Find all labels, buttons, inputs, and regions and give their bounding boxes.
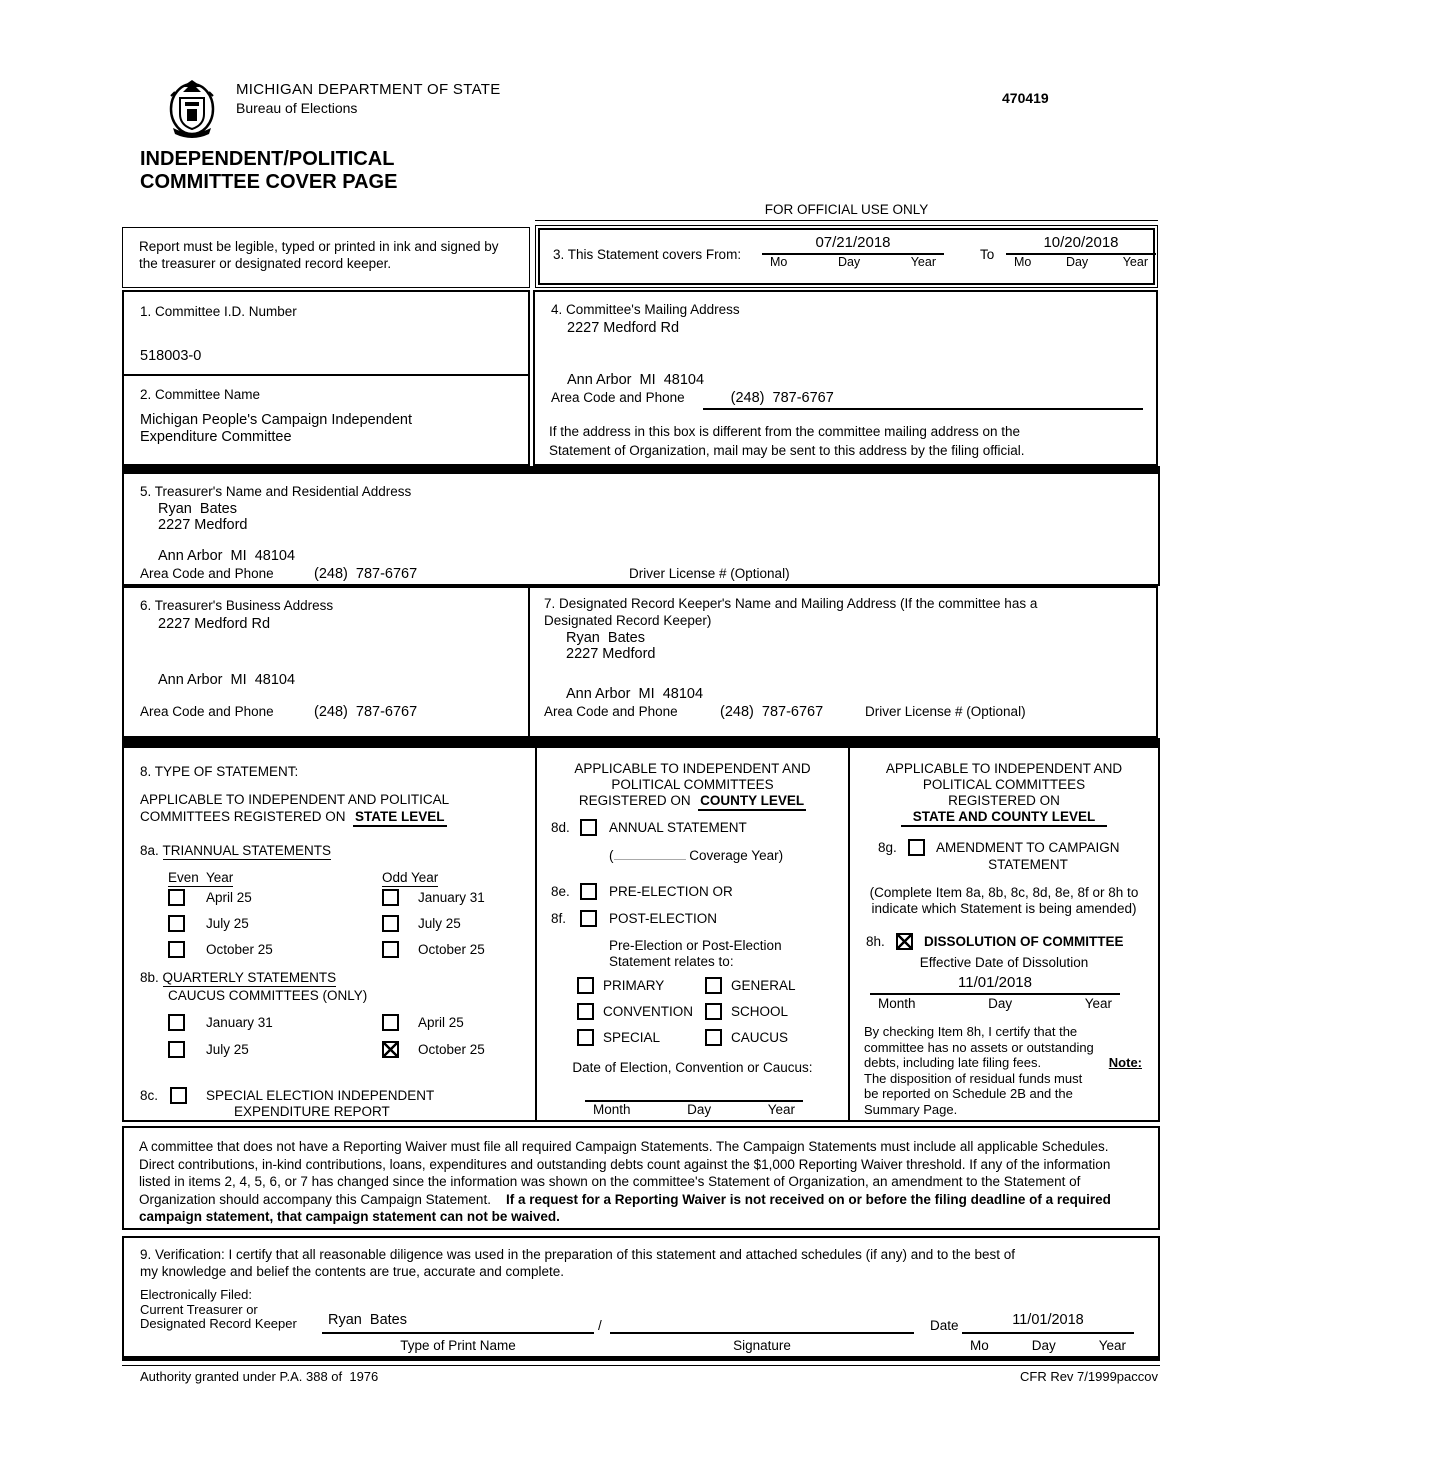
checkbox-caucus[interactable] [705,1029,722,1046]
record-keeper-phone-label: Area Code and Phone [544,704,678,719]
committee-id-label: 1. Committee I.D. Number [140,304,297,319]
label-8a-odd-january31: January 31 [418,890,485,905]
treasurer-residential-box [122,472,1160,586]
label-8d-annual-statement: ANNUAL STATEMENT [609,820,747,835]
print-name-caption: Type of Print Name [400,1338,516,1353]
checkbox-8a-even-october25[interactable] [168,941,185,958]
checkbox-school[interactable] [705,1003,722,1020]
checkbox-8h-dissolution[interactable] [896,933,913,950]
michigan-seal-icon [167,76,217,138]
record-keeper-label-line1: 7. Designated Record Keeper's Name and Mailing Address (If the committee has a [544,596,1038,611]
treasurer-business-city[interactable]: Ann Arbor MI 48104 [158,672,296,688]
checkbox-8a-odd-july25[interactable] [382,915,399,932]
checkbox-convention[interactable] [577,1003,594,1020]
checkbox-8e-pre-election[interactable] [580,883,597,900]
committee-id-value[interactable]: 518003-0 [140,348,202,364]
mailing-phone-value[interactable]: (248) 787-6767 [703,390,1143,410]
document-number: 470419 [1002,90,1049,106]
type-of-statement-section [122,746,1160,1122]
label-8b-january31: January 31 [206,1015,273,1030]
record-keeper-name[interactable]: Ryan Bates [566,630,645,646]
statement-period-box [535,225,1158,288]
footer-authority: Authority granted under P.A. 388 of 1976 [140,1369,379,1384]
type-of-statement-heading: 8. TYPE OF STATEMENT: [140,764,299,779]
checkbox-8a-even-april25[interactable] [168,889,185,906]
checkbox-special[interactable] [577,1029,594,1046]
treasurer-business-phone-value[interactable]: (248) 787-6767 [314,704,418,720]
statement-to-date: 10/20/2018 [1006,234,1156,255]
label-8a-even-april25: April 25 [206,890,252,905]
statement-from-date-field[interactable] [762,234,944,269]
checkbox-8b-july25[interactable] [168,1041,185,1058]
label-8c-line2: EXPENDITURE REPORT [234,1104,390,1119]
checkbox-8a-odd-january31[interactable] [382,889,399,906]
label-8a-even-october25: October 25 [206,942,273,957]
state-level-column [124,748,537,1120]
official-use-label: FOR OFFICIAL USE ONLY [764,202,929,217]
amendment-num: 8g. [878,840,897,855]
footer-divider [122,1365,1160,1366]
signature-field[interactable] [610,1312,914,1334]
section-separator-2 [122,738,1160,746]
odd-year-heading: Odd Year [382,870,439,885]
treasurer-phone-label: Area Code and Phone [140,566,274,581]
mailing-address-box [533,290,1158,466]
triannual-heading: 8a. TRIANNUAL STATEMENTS [140,843,332,858]
bureau-name: Bureau of Elections [236,100,358,116]
dissolution-date-label: Effective Date of Dissolution [919,955,1089,970]
even-year-heading: Even Year [168,870,234,885]
county-level-emphasis: COUNTY LEVEL [698,793,806,811]
state-county-emphasis: STATE AND COUNTY LEVEL [901,809,1108,827]
legibility-note-box [122,227,530,288]
verification-text: 9. Verification: I certify that all reasonable diligence was used in the preparation of this statement and attached schedules (if any) and to the best of my knowledge and belief the contents are true, accurate and complete. [140,1247,1016,1279]
agency-name: MICHIGAN DEPARTMENT OF STATE [236,81,501,98]
committee-name-label: 2. Committee Name [140,387,261,402]
mailing-city[interactable]: Ann Arbor MI 48104 [567,372,705,388]
committee-name-value[interactable]: Michigan People's Campaign Independent Expenditure Committee [140,412,413,445]
label-convention: CONVENTION [603,1004,694,1019]
dissolution-date-units: Month Day Year [878,996,1112,1011]
footer-revision: CFR Rev 7/1999paccov [1019,1369,1158,1384]
treasurer-residential-label: 5. Treasurer's Name and Residential Address [140,484,412,499]
post-num: 8f. [551,911,567,926]
dissolution-num: 8h. [866,934,885,949]
quarterly-subheading: CAUCUS COMMITTEES (ONLY) [168,988,368,1003]
checkbox-8b-april25[interactable] [382,1014,399,1031]
election-date-field[interactable] [585,1078,803,1102]
checkbox-8b-october25[interactable] [382,1041,399,1058]
record-keeper-street[interactable]: 2227 Medford [566,646,656,662]
verification-box [122,1236,1160,1358]
label-special: SPECIAL [603,1030,661,1045]
statement-from-units: Mo Day Year [770,255,936,269]
quarterly-heading: 8b. QUARTERLY STATEMENTS [140,970,337,985]
statement-to-units: Mo Day Year [1014,255,1148,269]
state-county-heading: APPLICABLE TO INDEPENDENT AND POLITICAL COMMITTEES REGISTERED ON STATE AND COUNTY LEVEL [850,761,1158,825]
print-name-field[interactable] [322,1312,594,1334]
checkbox-8a-even-july25[interactable] [168,915,185,932]
signed-name: Ryan Bates [328,1312,407,1328]
label-general: GENERAL [731,978,796,993]
treasurer-business-street[interactable]: 2227 Medford Rd [158,616,271,632]
page-title-line1: INDEPENDENT/POLITICAL [140,148,395,170]
note-label: Note: [1108,1055,1142,1070]
mailing-note [549,422,1025,460]
label-8g-line1: AMENDMENT TO CAMPAIGN [936,840,1120,855]
state-level-emphasis: STATE LEVEL [353,809,447,827]
verification-date-units: Mo Day Year [970,1338,1126,1353]
mailing-address-label: 4. Committee's Mailing Address [551,302,740,317]
filer-labels: Electronically Filed: Current Treasurer or Designated Record Keeper [140,1287,297,1331]
checkbox-8g-amendment[interactable] [908,839,925,856]
label-8e-pre-election: PRE-ELECTION OR [609,884,733,899]
label-8c-line1: SPECIAL ELECTION INDEPENDENT [206,1088,435,1103]
amendment-note: (Complete Item 8a, 8b, 8c, 8d, 8e, 8f or 8h to indicate which Statement is being amended) [869,885,1139,916]
treasurer-business-box [122,586,530,738]
label-8b-april25: April 25 [418,1015,464,1030]
form-bottom-border [122,1356,1160,1361]
treasurer-phone-value[interactable]: (248) 787-6767 [314,566,418,582]
name-signature-slash: / [598,1318,602,1333]
special-num: 8c. [140,1088,159,1103]
statement-to-label: To [980,247,995,262]
label-8a-odd-october25: October 25 [418,942,485,957]
record-keeper-label-line2: Designated Record Keeper) [544,612,712,628]
label-8a-odd-july25: July 25 [418,916,461,931]
verification-date-value: 11/01/2018 [1012,1312,1084,1328]
state-level-applicability: APPLICABLE TO INDEPENDENT AND POLITICAL COMMITTEES REGISTERED ON STATE LEVEL [140,792,449,825]
statement-from-date: 07/21/2018 [762,234,944,255]
verification-date-label: Date [930,1318,959,1333]
checkbox-8f-post-election[interactable] [580,910,597,927]
label-primary: PRIMARY [603,978,665,993]
verification-date-field[interactable] [962,1312,1134,1334]
pre-num: 8e. [551,884,570,899]
checkbox-8a-odd-october25[interactable] [382,941,399,958]
checkbox-8c-special-election[interactable] [170,1087,187,1104]
page-title [140,148,397,194]
label-caucus: CAUCUS [731,1030,789,1045]
treasurer-name[interactable]: Ryan Bates [158,501,237,517]
annual-num: 8d. [551,820,570,835]
committee-id-box [122,290,530,376]
dissolution-date-value[interactable]: 11/01/2018 [870,974,1120,995]
record-keeper-phone-value[interactable]: (248) 787-6767 [720,704,824,720]
record-keeper-license-label: Driver License # (Optional) [865,704,1026,719]
committee-name-box [122,374,530,466]
waiver-text-bold: If a request for a Reporting Waiver is not received on or before the filing deadline of a required campaign statement, that campaign statement can not be waived. [139,1191,1111,1224]
mailing-phone-row [551,390,1143,410]
page-title-line2: COMMITTEE COVER PAGE [140,171,398,193]
reporting-waiver-note-box [122,1126,1160,1230]
treasurer-business-label: 6. Treasurer's Business Address [140,598,334,613]
checkbox-8b-january31[interactable] [168,1014,185,1031]
mailing-note-line1: If the address in this box is different from the committee mailing address on the [549,424,1020,439]
election-date-units: Month Day Year [593,1102,795,1117]
dissolution-certification: By checking Item 8h, I certify that the committee has no assets or outstanding debts, including late filing fees. Note: The disposition of residual funds must be reported on Schedule 2B and the Summary Page. [864,1024,1142,1117]
signature-caption: Signature [733,1338,791,1353]
statement-to-date-field[interactable] [1006,234,1156,269]
statement-period-label: 3. This Statement covers From: [553,247,742,262]
relates-to-note: Pre-Election or Post-Election Statement relates to: [609,938,782,969]
record-keeper-city[interactable]: Ann Arbor MI 48104 [566,686,704,702]
state-county-level-column [850,748,1158,1120]
coverage-year-field[interactable]: ( Coverage Year) [609,848,784,863]
official-use-divider [535,220,1158,221]
legibility-note: Report must be legible, typed or printed in ink and signed by the treasurer or designated record keeper. [139,239,499,271]
county-level-heading: APPLICABLE TO INDEPENDENT AND POLITICAL COMMITTEES REGISTERED ON COUNTY LEVEL [537,761,848,809]
label-8b-october25: October 25 [418,1042,485,1057]
label-8f-post-election: POST-ELECTION [609,911,718,926]
label-8g-line2: STATEMENT [988,857,1068,872]
treasurer-business-phone-label: Area Code and Phone [140,704,274,719]
checkbox-primary[interactable] [577,977,594,994]
checkbox-general[interactable] [705,977,722,994]
treasurer-city[interactable]: Ann Arbor MI 48104 [158,548,296,564]
record-keeper-label [544,596,1037,629]
mailing-street[interactable]: 2227 Medford Rd [567,320,680,336]
waiver-text-normal: A committee that does not have a Reporting Waiver must file all required Campaign Statements. The Campaign Statements must include all applicable Schedules. Direct contributions, in-kind contributions, loans, expenditures and outstanding debts count against the $1,000 Reporting Waiver threshold. If any of the information listed in items 2, 4, 5, 6, or 7 has changed since the information was shown on the committee's Statement of Organization, an amendment to the Statement of Organization should accompany this Campaign Statement. [139,1139,1111,1207]
mailing-note-line2: Statement of Organization, mail may be sent to this address by the filing official. [549,443,1025,458]
record-keeper-box [528,586,1158,738]
checkbox-8d-annual-statement[interactable] [580,819,597,836]
treasurer-street[interactable]: 2227 Medford [158,517,248,533]
label-8b-july25: July 25 [206,1042,249,1057]
county-level-column [537,748,850,1120]
treasurer-license-label: Driver License # (Optional) [629,566,790,581]
label-school: SCHOOL [731,1004,789,1019]
label-8h-dissolution: DISSOLUTION OF COMMITTEE [924,934,1124,949]
label-8a-even-july25: July 25 [206,916,249,931]
election-date-label: Date of Election, Convention or Caucus: [572,1060,813,1075]
mailing-phone-label: Area Code and Phone [551,390,685,405]
